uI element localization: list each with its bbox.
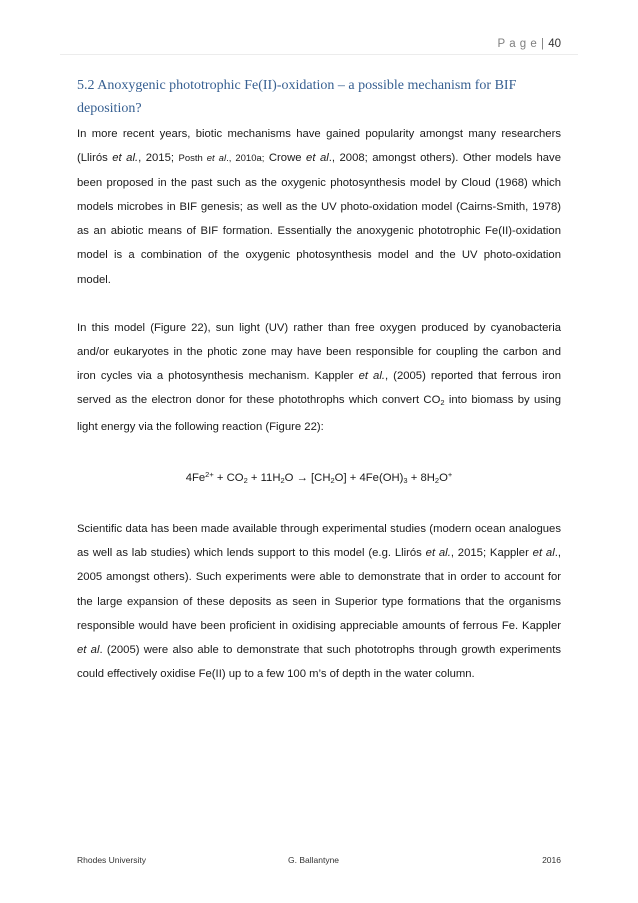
paragraph-gap [77, 439, 561, 463]
p1-small-text-2: ., 2010a; [226, 153, 265, 165]
p2-text-3: into biomass by using light energy via the following reaction (Figure 22): [77, 393, 562, 434]
eq-sub: 3 [403, 476, 408, 486]
eq-sub: 2 [434, 476, 440, 486]
p1-small-etal: et al [206, 153, 227, 165]
p2-text-1: In this model (Figure 22), sun light (UV) rather than free oxygen produced by cyanobacteria and/or eukaryotes in the photic zone may have been responsible for coupling the carbon and iron cycles via a photosynthesis mechanism. Kappler [77, 321, 561, 382]
paragraph-1 [77, 122, 561, 292]
footer-author: G. Ballantyne [288, 855, 340, 865]
eq-sub: 2 [243, 476, 248, 486]
p1-text-3: Crowe [264, 152, 307, 165]
p3-etal-3: et al [77, 643, 100, 656]
p3-text-1: Scientific data has been made available through experimental studies (modern ocean analogues as well as lab studies) which lends support to this model (e.g. Llirós [77, 523, 561, 560]
eq-part: + CO [213, 472, 244, 485]
body-text [77, 122, 561, 686]
section-heading: 5.2 Anoxygenic phototrophic Fe(II)-oxidation – a possible mechanism for BIF deposition? [77, 78, 517, 116]
p1-small-citation [178, 153, 264, 164]
paragraph-2 [77, 316, 561, 439]
page-header [498, 38, 561, 50]
footer-year: 2016 [542, 855, 561, 865]
p2-subscript: 2 [440, 397, 445, 407]
p1-small-text: Posth [178, 153, 207, 165]
p2-etal-1: et al. [358, 369, 385, 382]
p1-text-4: ., 2008; amongst others). Other models have been proposed in the past such as the oxygenic photosynthesis model by Cloud (1968) which models microbes in BIF genesis; as well as the UV photo-oxidation model (Cairns-Smith, 1978) as an abiotic means of BIF formation. Essentially the anoxygenic phototrophic Fe(II)-oxidation model is a combination of the oxygenic photosynthesis model and the UV photo-oxidation model. [77, 152, 561, 286]
eq-sup: 2+ [205, 470, 214, 480]
p3-text-2: , 2015; Kappler [450, 547, 533, 560]
eq-part: 4Fe [185, 472, 206, 485]
header-divider [60, 54, 578, 55]
reaction-equation [77, 463, 561, 493]
p1-text-2: , 2015; [138, 152, 179, 165]
p3-etal-2: et al [532, 547, 555, 560]
eq-part: O [439, 472, 448, 485]
page-label: P a g e [497, 38, 538, 50]
eq-sub: 2 [330, 476, 335, 486]
eq-part: O → [CH [284, 472, 331, 485]
paragraph-gap [77, 493, 561, 517]
page-separator: | [541, 38, 545, 50]
paragraph-3 [77, 517, 561, 686]
eq-sup: + [447, 470, 453, 480]
paragraph-gap [77, 292, 561, 316]
p1-etal-1: et al. [112, 152, 139, 165]
eq-part: + 8H [407, 472, 435, 485]
page-number: 40 [548, 38, 561, 50]
footer-institution: Rhodes University [77, 855, 146, 865]
p2-text-2: , (2005) reported that ferrous iron served as the electron donor for these photothrophs which convert CO [77, 369, 561, 406]
p1-etal-2: et al [306, 152, 329, 165]
p3-text-3: ., 2005 amongst others). Such experiments were able to demonstrate that in order to account for the large expansion of these deposits as seen in Superior type formations that the organisms responsible would have been proficient in oxidising appreciable amounts of ferrous Fe. Kappler [77, 547, 561, 632]
eq-part: + 11H [247, 472, 281, 485]
eq-sub: 2 [280, 476, 285, 486]
p3-text-4: . (2005) were also able to demonstrate that such phototrophs through growth experiments could effectively oxidise Fe(II) up to a few 100 m’s of depth in the water column. [77, 643, 561, 680]
p1-text-1: In more recent years, biotic mechanisms have gained popularity amongst many researchers (Llirós [77, 128, 561, 165]
p3-etal-1: et al. [425, 547, 451, 560]
eq-part: O] + 4Fe(OH) [334, 472, 404, 485]
